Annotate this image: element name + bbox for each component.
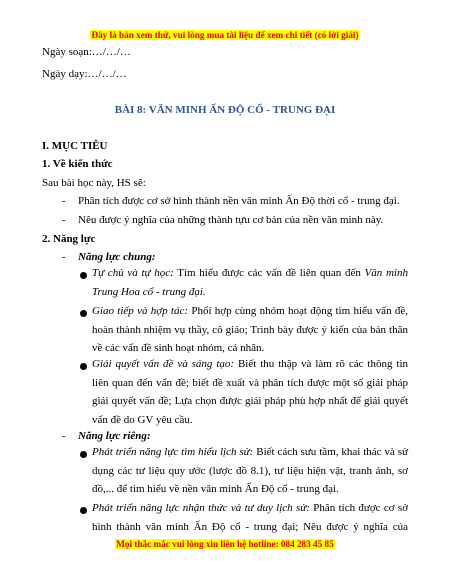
date-prepared: Ngày soạn:…/…/… [42, 46, 131, 58]
preview-notice-banner [0, 25, 450, 43]
item-emphasis: Văn minh Trung Hoa cổ - trung đại. [92, 267, 408, 298]
bullet-icon [80, 363, 87, 370]
specific-competency-label: Năng lực riêng: [78, 430, 151, 442]
item-lead: Tự chủ và tự học: [92, 267, 174, 279]
knowledge-item: Nêu được ý nghĩa của những thành tựu cơ bản của nền văn minh này. [78, 214, 384, 226]
item-text: Biết cách sưu tầm, khai thác và sử dụng các tư liệu quy ước (lược đồ 8.1), tư liệu hiện vật, tranh ảnh, sơ đồ,... để tìm hiểu về nền văn minh Ấn Độ cổ - trung đại. [92, 446, 408, 496]
item-text: Phân tích được cơ sở hình thành văn minh Ấn Độ cổ - trung đại; Nêu được ý nghĩa của [92, 502, 408, 533]
general-competency-item [92, 264, 408, 302]
dash-marker: - [62, 214, 66, 226]
bullet-icon [80, 272, 87, 279]
item-lead: Giải quyết vấn đề và sáng tạo: [92, 358, 235, 370]
bullet-icon [80, 310, 87, 317]
general-competency-item [92, 355, 408, 431]
dash-marker: - [62, 195, 66, 207]
hotline-text: Mọi thắc mắc vui lòng xin liên hệ hotline: 084 283 45 85 [116, 539, 334, 549]
item-lead: Phát triển năng lực tìm hiểu lịch sử: [92, 446, 254, 458]
general-competency-label: Năng lực chung: [78, 251, 156, 263]
section-objectives-heading: I. MỤC TIÊU [42, 140, 108, 152]
specific-competency-item [92, 499, 408, 537]
hotline-banner [0, 534, 450, 552]
date-taught: Ngày dạy:…/…/… [42, 68, 127, 80]
dash-marker: - [62, 251, 66, 263]
item-text: Biết thu thập và làm rõ các thông tin liên quan đến vấn đề; biết đề xuất và phân tích được một số giải pháp giải quyết vấn đề; Lựa chọn được giải pháp phù hợp nhất để giải quyết vấn đề do GV yêu cầu. [92, 358, 408, 427]
bullet-icon [80, 451, 87, 458]
intro-text: Sau bài học này, HS sẽ: [42, 177, 146, 189]
knowledge-heading: 1. Về kiến thức [42, 158, 113, 170]
specific-competency-item [92, 443, 408, 499]
preview-notice-text: Đây là bản xem thử, vui lòng mua tài liệu để xem chi tiết (có lời giải) [91, 30, 359, 40]
item-lead: Phát triển năng lực nhận thức và tư duy lịch sử: [92, 502, 310, 514]
knowledge-item: Phân tích được cơ sở hình thành nền văn minh Ấn Độ thời cổ - trung đại. [78, 195, 400, 207]
item-text: Tìm hiểu được các vấn đề liên quan đến [173, 267, 365, 279]
item-lead: Giao tiếp và hợp tác: [92, 305, 189, 317]
dash-marker: - [62, 430, 66, 442]
lesson-title: BÀI 8: VĂN MINH ẤN ĐỘ CỔ - TRUNG ĐẠI [114, 104, 336, 116]
bullet-icon [80, 507, 87, 514]
item-text: Phối hợp cùng nhóm hoạt động tìm hiểu vấn đề, hoàn thành nhiệm vụ thầy, cô giáo; Trình bày được ý kiến của bản thân về các vấn đề sinh hoạt nhóm, cá nhân. [92, 305, 408, 355]
general-competency-item [92, 302, 408, 358]
competency-heading: 2. Năng lực [42, 233, 96, 245]
